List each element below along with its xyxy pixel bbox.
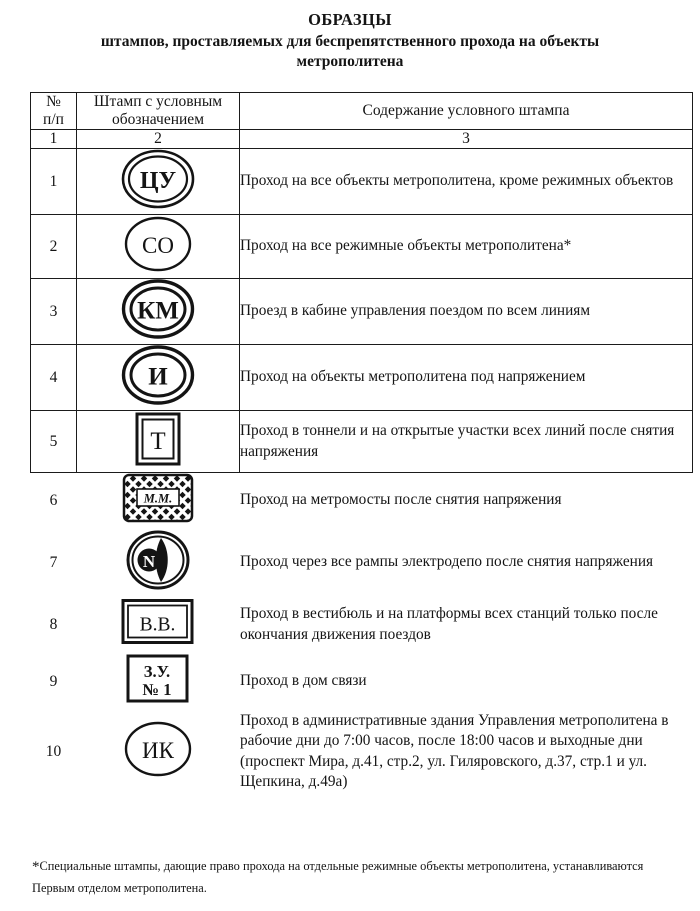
table-row	[31, 597, 693, 653]
table-row	[31, 411, 693, 473]
stamp-graphic-single-circle	[121, 215, 195, 273]
row-number-cell: 3	[31, 279, 77, 345]
description-cell: Проход в дом связи	[240, 672, 367, 690]
header-cell-stamp: Штамп с условным обозначением	[77, 92, 240, 130]
svg-text:З.У.: З.У.	[143, 662, 171, 682]
row-number-cell: 8	[49, 615, 58, 633]
stamp-cell	[77, 345, 240, 411]
title-block	[0, 0, 700, 73]
svg-text:В.В.: В.В.	[139, 614, 176, 636]
description-cell: Проезд в кабине управления поездом по всем линиям	[240, 279, 693, 345]
footnote-marker: *	[32, 859, 40, 875]
stamp-cell	[77, 711, 240, 793]
description-cell: Проход на все объекты метрополитена, кроме режимных объектов	[240, 149, 693, 215]
row-number-cell: 2	[31, 215, 77, 279]
stamp-graphic-double-circle	[121, 149, 195, 209]
svg-text:КМ: КМ	[137, 297, 179, 325]
table-header-row	[31, 92, 693, 130]
column-number-1: 1	[31, 130, 77, 149]
column-number-2: 2	[77, 130, 240, 149]
header-cell-number	[31, 92, 77, 130]
table-row	[31, 711, 693, 793]
row-number-cell: 6	[49, 491, 58, 509]
description-cell: Проход на все режимные объекты метрополитена*	[240, 215, 693, 279]
row-number-cell: 9	[49, 672, 58, 690]
description-cell: Проход в тоннели и на открытые участки всех линий после снятия напряжения	[240, 411, 693, 473]
table-row	[31, 215, 693, 279]
row-number-cell: 1	[31, 149, 77, 215]
stamp-cell	[77, 597, 240, 653]
stamps-table	[30, 92, 693, 794]
stamp-cell	[77, 653, 240, 711]
description-cell: Проход в вестибюль и на платформы всех станций только после окончания движения поездов	[240, 605, 658, 643]
table-row	[31, 345, 693, 411]
svg-text:№ 1: № 1	[142, 680, 172, 700]
stamp-cell	[77, 473, 240, 529]
table-column-number-row	[31, 130, 693, 149]
svg-text:И: И	[148, 363, 168, 391]
description-cell: Проход в административные здания Управления метрополитена в рабочие дни до 7:00 часов, после 18:00 часов и выходные дни (проспект Мира, д.41, стр.2, ул. Гиляровского, д.37, стр.1 и ул. Щепкина, д.49а)	[240, 712, 669, 791]
svg-text:ИК: ИК	[142, 738, 174, 764]
footnote	[32, 856, 668, 897]
header-number-symbol: №	[46, 92, 61, 110]
table-row	[31, 279, 693, 345]
svg-text:N: N	[142, 552, 156, 572]
stamp-graphic-hatched-rect	[122, 473, 194, 523]
stamps-table-wrapper	[0, 92, 700, 794]
stamp-graphic-double-circle-bold	[121, 279, 195, 339]
stamp-cell	[77, 411, 240, 473]
stamps-table-body	[31, 149, 693, 793]
footnote-text: Специальные штампы, дающие право прохода на отдельные режимные объекты метрополитена, устанавливаются Первым отделом метрополитена.	[32, 859, 644, 895]
header-number-sublabel: п/п	[43, 110, 64, 128]
stamp-cell	[77, 529, 240, 597]
table-row	[31, 473, 693, 529]
row-number-cell: 7	[49, 553, 58, 571]
stamp-graphic-double-circle-bold	[121, 345, 195, 405]
stamp-graphic-double-rect	[120, 597, 196, 647]
description-cell: Проход на объекты метрополитена под напряжением	[240, 345, 693, 411]
row-number-cell: 10	[45, 742, 62, 760]
table-row	[31, 149, 693, 215]
header-cell-description: Содержание условного штампа	[240, 92, 693, 130]
stamp-graphic-rect-vertical	[133, 411, 183, 467]
column-number-3: 3	[240, 130, 693, 149]
stamp-cell	[77, 149, 240, 215]
row-number-cell: 4	[31, 345, 77, 411]
stamp-cell	[77, 279, 240, 345]
stamp-cell	[77, 215, 240, 279]
stamp-graphic-single-circle	[121, 720, 195, 778]
table-row	[31, 529, 693, 597]
svg-text:СО: СО	[142, 233, 174, 259]
description-cell: Проход через все рампы электродепо после снятия напряжения	[240, 553, 654, 571]
document-title: ОБРАЗЦЫ	[308, 10, 392, 29]
svg-text:ЦУ: ЦУ	[139, 168, 177, 195]
stamp-graphic-rect-two-line	[125, 653, 191, 705]
table-row	[31, 653, 693, 711]
svg-text:М.М.: М.М.	[143, 491, 173, 506]
svg-text:Т: Т	[150, 428, 166, 456]
stamp-graphic-circle-bowtie	[123, 529, 193, 591]
row-number-cell: 5	[31, 411, 77, 473]
document-subtitle: штампов, проставляемых для беспрепятственного прохода на объекты метрополитена	[100, 32, 600, 71]
description-cell: Проход на метромосты после снятия напряжения	[240, 491, 562, 509]
